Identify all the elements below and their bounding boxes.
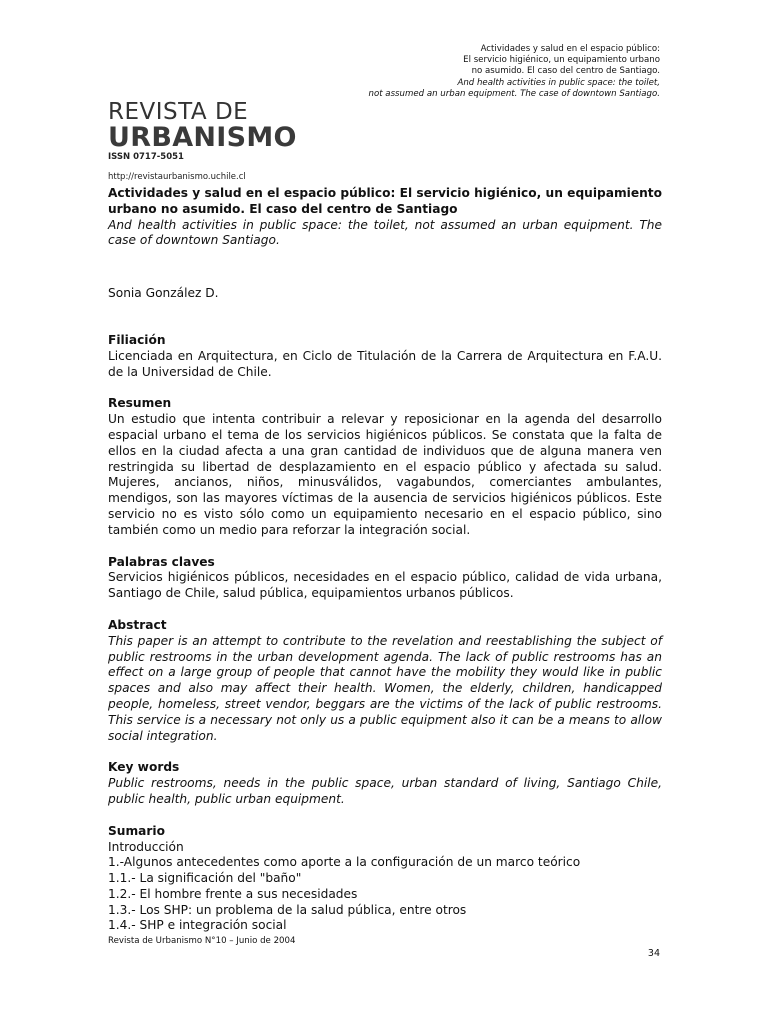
- running-head-line-en: not assumed an urban equipment. The case of downtown Santiago.: [368, 88, 660, 99]
- section-heading: Filiación: [108, 332, 166, 347]
- toc-item: 1.2.- El hombre frente a sus necesidades: [108, 886, 358, 901]
- masthead-line1: REVISTA DE: [108, 99, 249, 125]
- section-heading: Sumario: [108, 823, 165, 838]
- toc-item: 1.4.- SHP e integración social: [108, 918, 287, 933]
- toc-item: 1.3.- Los SHP: un problema de la salud pública, entre otros: [108, 902, 467, 917]
- running-head-line: El servicio higiénico, un equipamiento urbano: [463, 55, 660, 66]
- section-heading: Key words: [108, 760, 180, 775]
- running-head-line: no asumido. El caso del centro de Santiago.: [471, 66, 660, 77]
- section-text: Servicios higiénicos públicos, necesidades en el espacio público, calidad de vida urbana, Santiago de Chile, salud pública, equipamientos urbanos públicos.: [108, 570, 662, 601]
- section-text: Licenciada en Arquitectura, en Ciclo de Titulación de la Carrera de Arquitectura en F.A.U. de la Universidad de Chile.: [108, 348, 662, 379]
- article-author: Sonia González D.: [108, 286, 219, 301]
- section-text: This paper is an attempt to contribute to the revelation and reestablishing the subject of public restrooms in the urban development agenda. The lack of public restrooms has an effect on a large group of people that cannot have the mobility they would like in public spaces and also may affect their health. Women, the elderly, children, handicapped people, homeless, street vendor, beggars are the victims of the lack of public restrooms. This service is a necessary not only us a public equipment also it can be a means to allow social integration.: [108, 633, 662, 743]
- article-title-en: And health activities in public space: the toilet, not assumed an urban equipment. The case of downtown Santiago.: [108, 217, 662, 248]
- section-resumen: [108, 396, 662, 538]
- section-key-words: [108, 760, 662, 807]
- running-head: [369, 44, 661, 100]
- toc-item: 1.1.- La significación del "baño": [108, 871, 302, 886]
- section-palabras-claves: [108, 555, 662, 602]
- section-heading: Abstract: [108, 617, 167, 632]
- running-head-line: Actividades y salud en el espacio público:: [480, 44, 660, 54]
- footer-journal: Revista de Urbanismo N°10 – Junio de 2004: [108, 936, 296, 946]
- section-abstract: [108, 618, 662, 744]
- section-heading: Palabras claves: [108, 554, 215, 569]
- article-title-es: Actividades y salud en el espacio público: El servicio higiénico, un equipamiento urbano no asumido. El caso del centro de Santiago: [108, 186, 662, 216]
- journal-masthead: [108, 100, 297, 182]
- section-text: Public restrooms, needs in the public space, urban standard of living, Santiago Chile, public health, public urban equipment.: [108, 776, 662, 806]
- section-text: Un estudio que intenta contribuir a relevar y reposicionar en la agenda del desarrollo espacial urbano el tema de los servicios higiénicos públicos. Se constata que la falta de ellos en la ciudad afecta a una gran cantidad de individuos que de alguna manera ven restringida su libertad de desplazamiento en el espacio público y afectada su salud. Mujeres, ancianos, niños, minusválidos, vagabundos, comerciantes ambulantes, mendigos, son las mayores víctimas de la ausencia de servicios higiénicos públicos. Este servicio no es visto sólo como un equipamiento necesario en el espacio público, sino también como un medio para reforzar la integración social.: [108, 412, 662, 537]
- section-sumario: [108, 824, 662, 935]
- article-body: [108, 186, 662, 934]
- page-number: 34: [647, 948, 660, 959]
- toc-item: Introducción: [108, 839, 184, 854]
- toc-item: 1.-Algunos antecedentes como aporte a la configuración de un marco teórico: [108, 855, 581, 870]
- section-heading: Resumen: [108, 396, 172, 411]
- masthead-url[interactable]: http://revistaurbanismo.uchile.cl: [108, 172, 246, 182]
- running-head-line-en: And health activities in public space: the toilet,: [457, 77, 660, 88]
- section-filiacion: [108, 333, 662, 380]
- masthead-line2: URBANISMO: [108, 122, 297, 153]
- masthead-issn: ISSN 0717-5051: [108, 152, 184, 162]
